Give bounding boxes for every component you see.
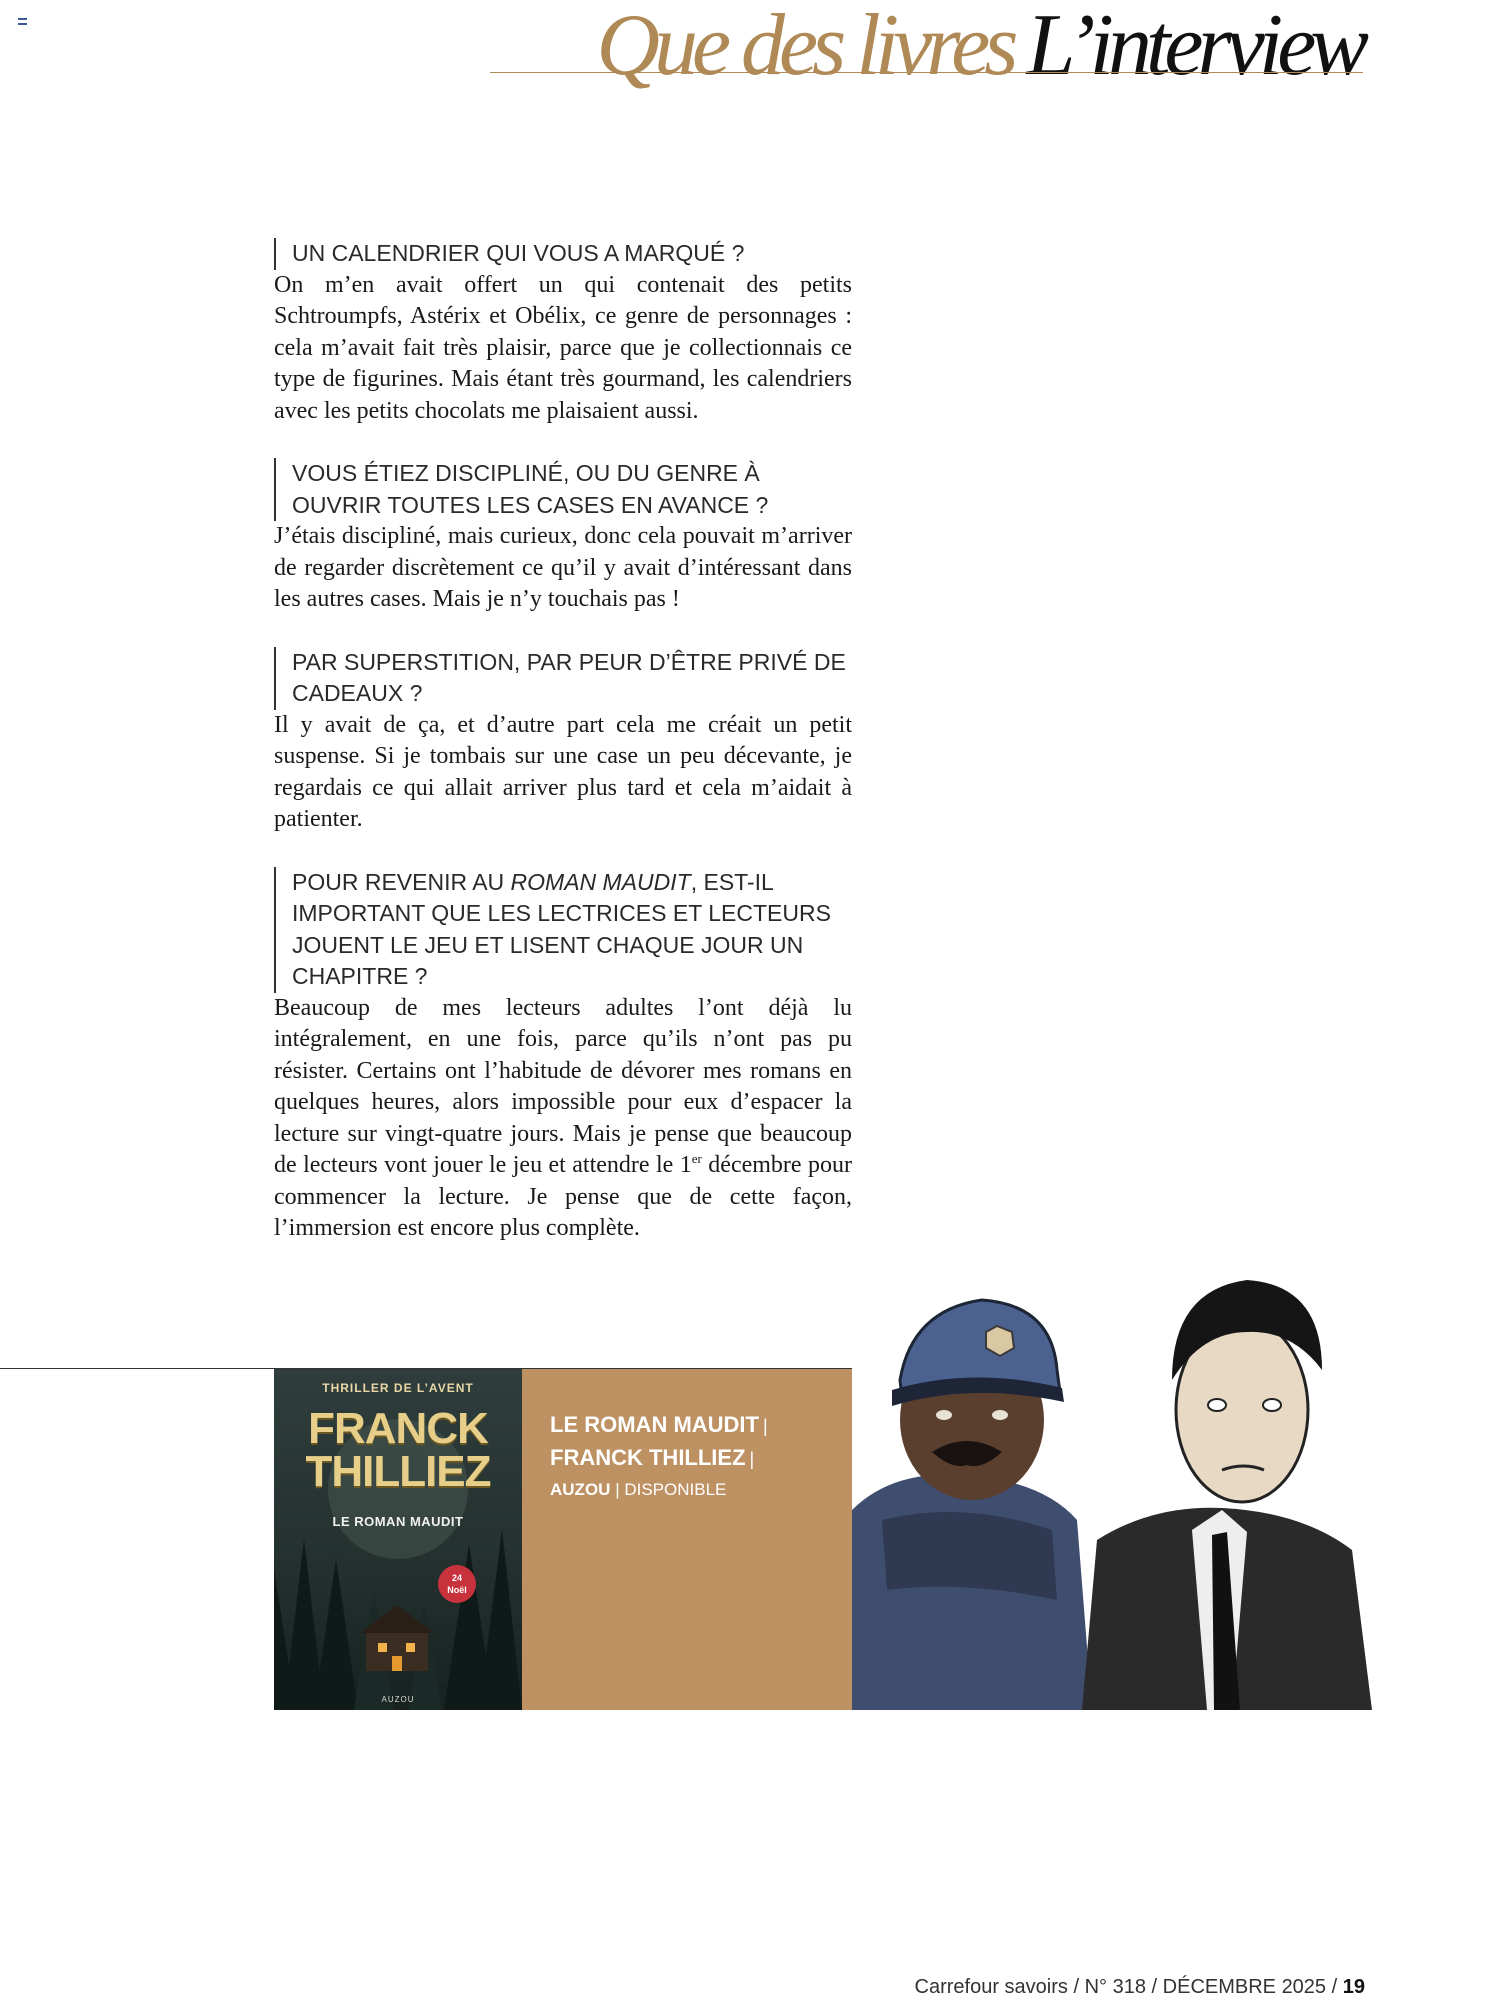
issue-number: N° 318: [1084, 1976, 1146, 1998]
book-title-italic: ROMAN MAUDIT: [510, 868, 691, 895]
book-cover-image: [274, 1369, 522, 1710]
badge-number: 24: [451, 1573, 462, 1583]
separator: |: [749, 1449, 755, 1469]
interview-article: [274, 238, 852, 1276]
separator: /: [1073, 1976, 1080, 1998]
qa-block: [274, 867, 852, 1245]
masthead: [596, 0, 1363, 94]
cover-series: THRILLER DE L’AVENT: [322, 1381, 474, 1395]
masthead-section: L’interview: [1026, 0, 1363, 94]
magazine-name: Carrefour savoirs: [914, 1976, 1068, 1998]
cover-badge: [438, 1565, 476, 1603]
book-info-title: [550, 1409, 824, 1442]
cover-author-last: THILLIEZ: [305, 1447, 491, 1496]
book-title: LE ROMAN MAUDIT: [550, 1412, 759, 1437]
question-text: POUR REVENIR AU: [292, 868, 511, 895]
interview-question: UN CALENDRIER QUI VOUS A MARQUÉ ?: [274, 238, 852, 270]
book-info-publisher: [550, 1475, 824, 1505]
interview-question: PAR SUPERSTITION, PAR PEUR D’ÊTRE PRIVÉ DE CADEAUX ?: [274, 647, 852, 710]
menu-icon[interactable]: [18, 18, 27, 25]
book-info-author: [550, 1442, 824, 1475]
separator: |: [762, 1416, 768, 1436]
qa-block: [274, 458, 852, 616]
issue-date: DÉCEMBRE 2025: [1162, 1976, 1327, 1998]
book-author: FRANCK THILLIEZ: [550, 1445, 746, 1470]
qa-block: [274, 647, 852, 836]
separator: |: [615, 1480, 620, 1499]
separator: /: [1151, 1976, 1158, 1998]
page-footer: [915, 1976, 1365, 1999]
interview-answer: Il y avait de ça, et d’autre part cela me créait un petit suspense. Si je tombais sur une case un peu décevante, je regardais ce qui allait arriver plus tard et cela m’aidait à patienter.: [274, 711, 852, 832]
cover-author: [274, 1404, 522, 1496]
answer-text: Beaucoup de mes lecteurs adultes l’ont déjà lu intégralement, en une fois, parce qu’ils n’ont pas pu résister. Certains ont l’habitude de dévorer mes romans en quelques heures, alors impossible pour eux d’espacer la lecture sur vingt-quatre jours. Mais je pense que beaucoup de lecteurs vont jouer le jeu et attendre le 1: [274, 994, 852, 1178]
answer-text: décembre pour commencer la lecture. Je pense que de cette façon, l’immersion est encore plus complète.: [274, 1152, 852, 1241]
cover-author-first: FRANCK: [308, 1404, 488, 1453]
book-info-panel: [522, 1369, 852, 1710]
question-text: , EST-IL IMPORTANT QUE LES LECTRICES ET LECTEURS JOUENT LE JEU ET LISENT CHAQUE JOUR UN CHAPITRE ?: [292, 868, 831, 989]
badge-text: Noël: [447, 1585, 467, 1595]
page-number: 19: [1342, 1976, 1365, 1998]
interview-question: [274, 867, 852, 993]
illustration-policeman-and-detective: [852, 1270, 1372, 1710]
interview-question: VOUS ÉTIEZ DISCIPLINÉ, OU DU GENRE À OUVRIR TOUTES LES CASES EN AVANCE ?: [274, 458, 852, 521]
cover-title: LE ROMAN MAUDIT: [332, 1514, 464, 1529]
interview-answer: [274, 993, 852, 1245]
masthead-rule: [490, 72, 1363, 73]
book-publisher: AUZOU: [550, 1480, 611, 1499]
book-availability: DISPONIBLE: [624, 1480, 727, 1499]
interview-answer: J’étais discipliné, mais curieux, donc cela pouvait m’arriver de regarder discrètement ce qu’il y avait d’intéressant dans les autres cases. Mais je n’y touchais pas !: [274, 523, 852, 612]
ordinal-suffix: er: [691, 1151, 702, 1166]
masthead-brand: Que des livres: [596, 0, 1013, 94]
separator: /: [1331, 1976, 1338, 1998]
qa-block: [274, 238, 852, 427]
interview-answer: On m’en avait offert un qui contenait des petits Schtroumpfs, Astérix et Obélix, ce genre de personnages : cela m’avait fait très plaisir, parce que je collectionnais ce type de figurines. Mais étant très gourmand, les calendriers avec les petits chocolats me plaisaient aussi.: [274, 271, 852, 424]
cover-publisher: AUZOU: [381, 1695, 415, 1704]
